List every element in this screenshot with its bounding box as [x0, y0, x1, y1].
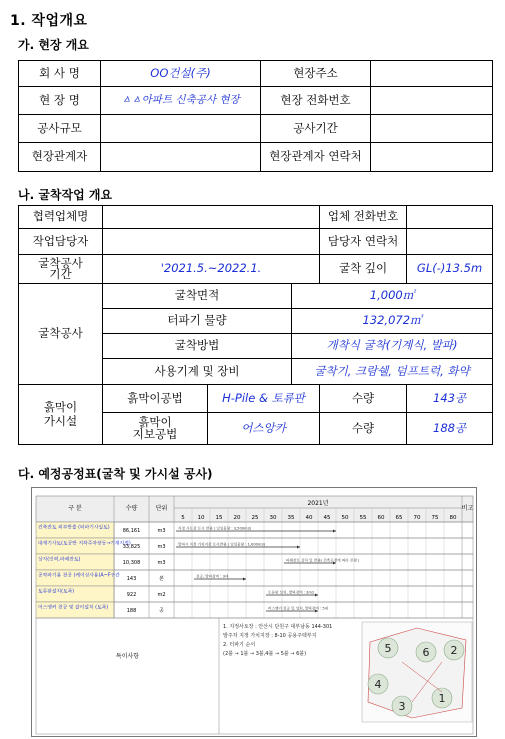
- site-overview-table: [18, 60, 493, 172]
- site-contact-phone-value: [371, 143, 493, 172]
- schedule-item-label: 공작파기용 천공 (케이싱사용)A~F구간: [38, 573, 120, 579]
- schedule-day-label: 10: [197, 515, 205, 521]
- partner-value: [103, 206, 320, 229]
- schedule-row-border: [114, 522, 473, 538]
- site-address-value: [371, 61, 493, 87]
- schedule-header-item: 구 분: [68, 505, 82, 512]
- excavation-table: [18, 205, 493, 445]
- schedule-day-label: 20: [233, 515, 241, 521]
- schedule-header-unit: 단위: [155, 505, 168, 512]
- schedule-item-label: 건축잔토 외부반출 (터파기사일토): [38, 525, 110, 531]
- table-row: [19, 115, 493, 143]
- schedule-bar-label: 파쇄잔토 상차 및 반출( 건축공정에 따라 진행 ): [286, 558, 360, 563]
- method-label: 굴착방법: [103, 334, 292, 359]
- schedule-unit-value: m3: [157, 544, 166, 550]
- schedule-day-label: 45: [323, 515, 331, 521]
- partner-phone-value: [407, 206, 493, 229]
- support-label: 흙막이 가시설: [19, 385, 103, 445]
- table-row: [19, 206, 493, 229]
- period-label: 공사기간: [261, 115, 371, 143]
- site-plan-zone-number: 1: [438, 692, 446, 705]
- schedule-item-label: 대재기사토(토공반 지하주차장등→기계지정): [38, 541, 131, 547]
- site-plan-zone-number: 3: [398, 700, 406, 713]
- site-phone-label: 현장 전화번호: [261, 87, 371, 115]
- schedule-bar-label: 발파시 지정 가치지장 토사반출 ( 일일물량 : 1,000m3): [178, 542, 266, 547]
- excavation-heading: 나. 굴착작업 개요: [18, 188, 113, 202]
- schedule-day-label: 80: [449, 515, 457, 521]
- schedule-note-line: 1. 지정사토장 : 안산시 단원구 대부남동 144-301: [223, 624, 333, 630]
- schedule-day-label: 75: [431, 515, 439, 521]
- schedule-note-label: 특이사항: [115, 653, 140, 660]
- period-value: '2021.5.~2022.1.: [103, 255, 320, 284]
- schedule-heading: 다. 예정공정표(굴착 및 가시설 공사): [18, 467, 213, 481]
- period-value: [371, 115, 493, 143]
- scale-value: [101, 115, 261, 143]
- schedule-qty-value: 188: [126, 608, 137, 614]
- schedule-qty-value: 922: [126, 592, 137, 598]
- depth-value: GL(-)13.5m: [407, 255, 493, 284]
- schedule-unit-value: m3: [157, 560, 166, 566]
- depth-label: 굴착 깊이: [320, 255, 407, 284]
- schedule-qty-value: 10,308: [122, 560, 141, 566]
- site-contact-label: 현장관계자: [19, 143, 101, 172]
- support-sub-label: 흙막이 지보공법: [103, 413, 208, 445]
- schedule-bar-label: 지정 사토장 토사 반출 ( 일일물량 : 3,500m3): [178, 526, 252, 531]
- schedule-item-label: 어스앵커 천공 및 갈이설치 (토목): [38, 605, 109, 611]
- company-value: OO건설(주): [101, 61, 261, 87]
- schedule-item-label: 상지(인력,파쇄잔토): [38, 557, 81, 563]
- schedule-day-label: 5: [181, 515, 185, 521]
- volume-value: 132,072㎥: [292, 309, 493, 334]
- site-plan-zone-number: 6: [422, 646, 430, 659]
- manager-label: 작업담당자: [19, 229, 103, 255]
- site-plan-zone-number: 4: [374, 678, 382, 691]
- support-method-label: 흙막이공법: [103, 385, 208, 413]
- schedule-day-label: 70: [413, 515, 421, 521]
- schedule-note-line: (2블 → 1블 → 3블,4블 → 5블 → 6블): [223, 651, 307, 657]
- area-value: 1,000㎡: [292, 284, 493, 309]
- schedule-day-label: 25: [251, 515, 259, 521]
- qty-value-1: 143공: [407, 385, 493, 413]
- method-value: 개착식 굴착(기계식, 발파): [292, 334, 493, 359]
- schedule-row-border: [114, 570, 473, 586]
- site-contact-phone-label: 현장관계자 연락처: [261, 143, 371, 172]
- schedule-qty-value: 33,825: [122, 544, 141, 550]
- site-address-label: 현장주소: [261, 61, 371, 87]
- schedule-day-label: 65: [395, 515, 403, 521]
- schedule-bar-arrow: [243, 578, 246, 581]
- schedule-item-label: 토류판설치(토목): [38, 589, 75, 595]
- schedule-image: [31, 487, 477, 737]
- schedule-day-label: 15: [215, 515, 223, 521]
- schedule-bar-arrow: [315, 594, 318, 597]
- site-contact-value: [101, 143, 261, 172]
- period-label: 굴착공사 기간: [19, 255, 103, 284]
- schedule-day-label: 50: [341, 515, 349, 521]
- table-row: [19, 385, 493, 413]
- manager-phone-label: 담당자 연락처: [320, 229, 407, 255]
- schedule-unit-value: m2: [157, 592, 166, 598]
- equipment-label: 사용기계 및 장비: [103, 359, 292, 385]
- schedule-bar-label: 천공, 발파장비 : 3대: [196, 574, 229, 579]
- schedule-day-label: 35: [287, 515, 295, 521]
- equipment-value: 굴착기, 크람쉘, 덤프트럭, 화약: [292, 359, 493, 385]
- manager-value: [103, 229, 320, 255]
- scale-label: 공사규모: [19, 115, 101, 143]
- support-sub-value: 어스앙카: [208, 413, 320, 445]
- schedule-day-label: 55: [359, 515, 367, 521]
- schedule-header-year: 2021년: [307, 500, 329, 507]
- company-label: 회 사 명: [19, 61, 101, 87]
- schedule-bar-label: 토류판 설치, 발파장비 : 3m2: [268, 590, 315, 595]
- site-phone-value: [371, 87, 493, 115]
- site-plan-zone-number: 2: [450, 644, 458, 657]
- schedule-header-qty: 수량: [125, 505, 138, 512]
- schedule-qty-value: 143: [126, 576, 137, 582]
- schedule-unit-value: 본: [159, 576, 164, 582]
- schedule-qty-value: 86,161: [122, 528, 141, 534]
- area-label: 굴착면적: [103, 284, 292, 309]
- qty-label-1: 수량: [320, 385, 407, 413]
- schedule-unit-value: 공: [159, 608, 164, 614]
- support-method-value: H-Pile & 토류판: [208, 385, 320, 413]
- schedule-header-note: 비고: [461, 505, 474, 512]
- schedule-note-line: 2. 터파기 순서: [223, 642, 256, 648]
- table-row: [19, 284, 493, 309]
- table-row: [19, 61, 493, 87]
- schedule-unit-value: m3: [157, 528, 166, 534]
- site-name-value: ㅿㅿ아파트 신축공사 현장: [101, 87, 261, 115]
- schedule-day-label: 40: [305, 515, 313, 521]
- qty-value-2: 188공: [407, 413, 493, 445]
- manager-phone-value: [407, 229, 493, 255]
- site-name-label: 현 장 명: [19, 87, 101, 115]
- partner-phone-label: 업체 전화번호: [320, 206, 407, 229]
- schedule-bar-arrow: [333, 530, 336, 533]
- table-row: [19, 143, 493, 172]
- schedule-chart: [32, 488, 477, 737]
- schedule-bar-arrow: [297, 546, 300, 549]
- site-plan-zone-number: 5: [384, 642, 392, 655]
- site-overview-heading: 가. 현장 개요: [18, 38, 89, 52]
- schedule-bar-label: 어스앵커 천공 및 설치, 발파장비 : 5대: [268, 606, 329, 611]
- schedule-note-line: 발주처 지정 가치지장 : 8-10 공용주택부지: [223, 633, 317, 639]
- schedule-day-label: 30: [269, 515, 277, 521]
- partner-label: 협력업체명: [19, 206, 103, 229]
- table-row: [19, 255, 493, 284]
- excavation-group-label: 굴착공사: [19, 284, 103, 385]
- schedule-day-label: 60: [377, 515, 385, 521]
- schedule-row-border: [114, 538, 473, 554]
- qty-label-2: 수량: [320, 413, 407, 445]
- table-row: [19, 87, 493, 115]
- section-title: 1. 작업개요: [10, 13, 88, 29]
- volume-label: 터파기 물량: [103, 309, 292, 334]
- table-row: [19, 229, 493, 255]
